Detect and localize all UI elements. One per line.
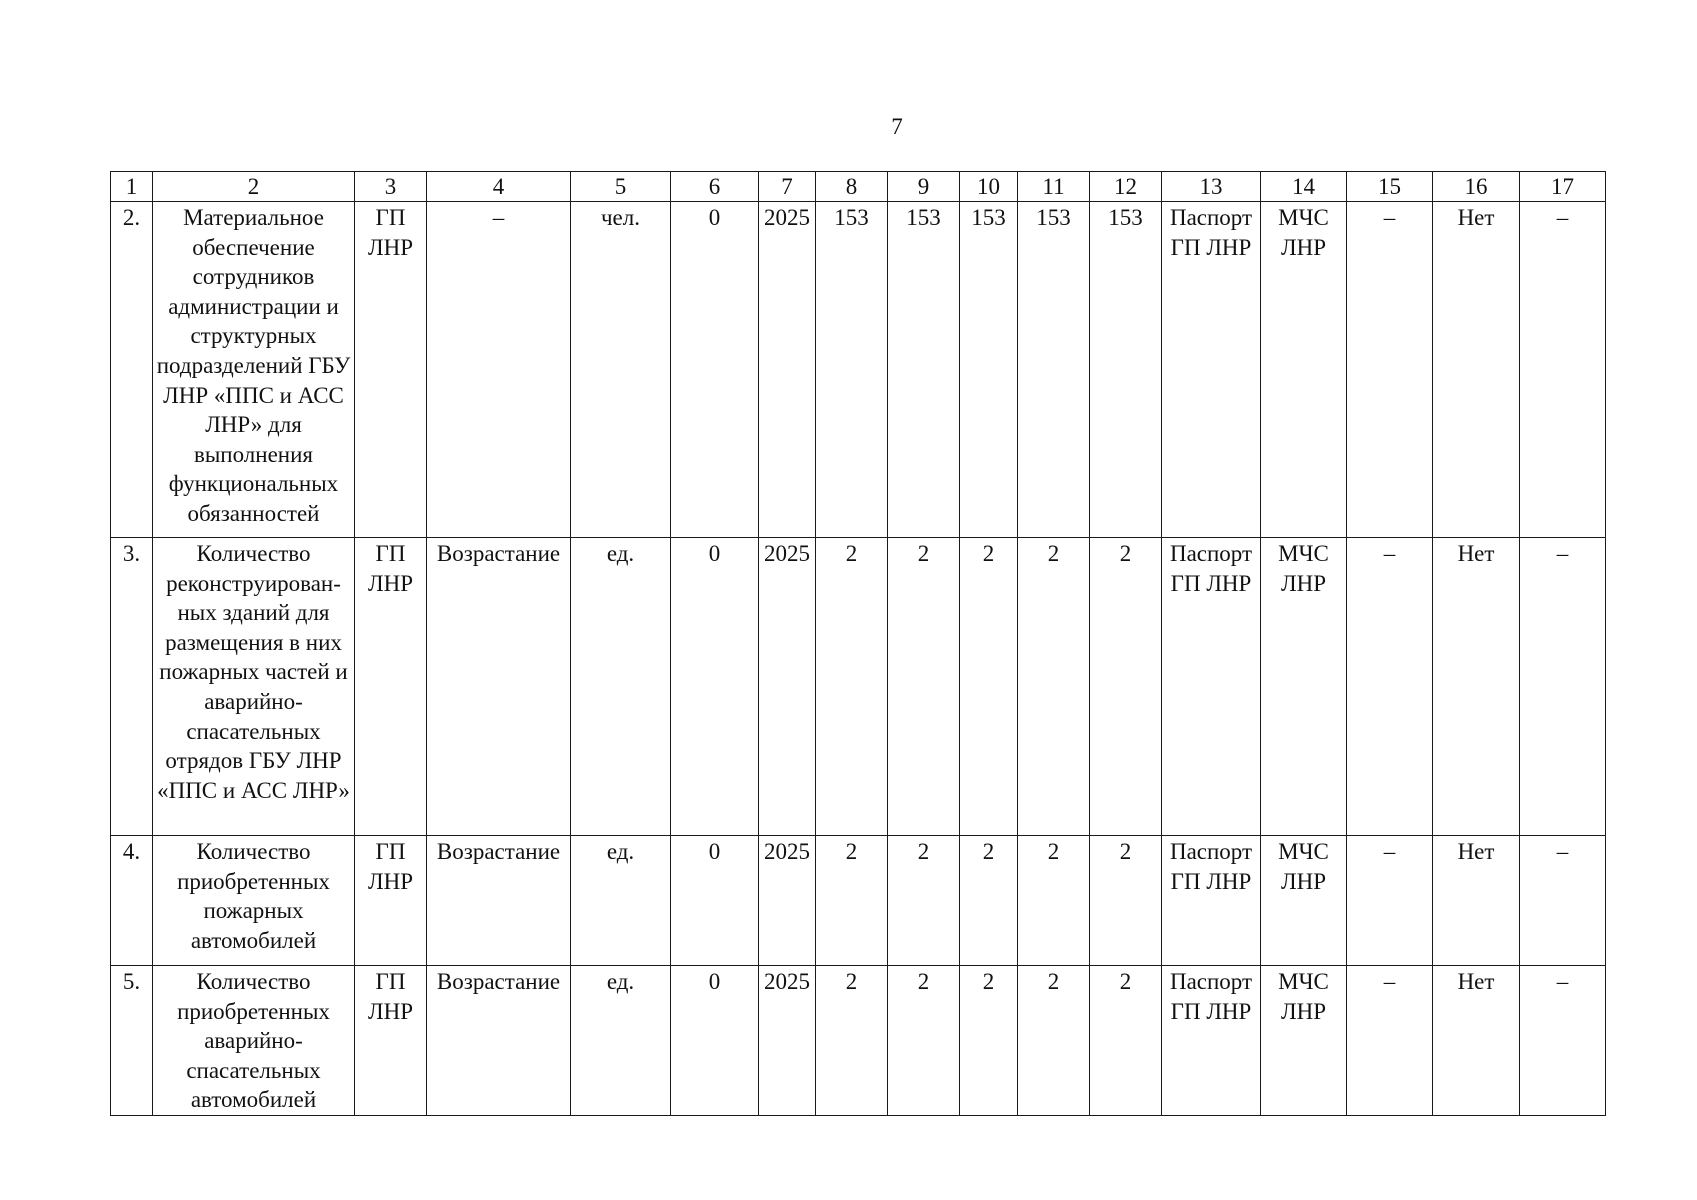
value-col-8: 2 [816,836,888,966]
indicator-direction: – [427,202,571,538]
row-number: 5. [111,966,153,1116]
value-col-9: 2 [888,538,960,836]
value-col-12: 153 [1090,202,1162,538]
page-number: 7 [891,114,903,139]
indicator-unit: ед. [571,836,671,966]
indicator-level: ГП ЛНР [355,202,427,538]
header-cell: 12 [1090,172,1162,202]
table-row [111,202,1606,538]
header-cell: 3 [355,172,427,202]
value-col-10: 2 [960,966,1018,1116]
table-row [111,836,1606,966]
value-col-12: 2 [1090,836,1162,966]
responsible-body: МЧС ЛНР [1261,538,1347,836]
value-col-10: 2 [960,538,1018,836]
header-cell: 7 [759,172,816,202]
value-col-8: 2 [816,966,888,1116]
col-17-value: – [1520,202,1606,538]
base-value: 0 [671,538,759,836]
col-17-value: – [1520,836,1606,966]
header-cell: 1 [111,172,153,202]
base-year: 2025 [759,966,816,1116]
row-number: 3. [111,538,153,836]
col-16-value: Нет [1433,966,1520,1116]
responsible-body: МЧС ЛНР [1261,966,1347,1116]
responsible-body: МЧС ЛНР [1261,836,1347,966]
base-year: 2025 [759,202,816,538]
value-col-9: 2 [888,966,960,1116]
indicator-level: ГП ЛНР [355,538,427,836]
indicator-unit: ед. [571,966,671,1116]
table-row [111,538,1606,836]
header-cell: 16 [1433,172,1520,202]
col-17-value: – [1520,966,1606,1116]
col-17-value: – [1520,538,1606,836]
base-value: 0 [671,202,759,538]
value-col-11: 2 [1018,966,1090,1116]
value-col-10: 2 [960,836,1018,966]
value-col-9: 2 [888,836,960,966]
table-row [111,966,1606,1116]
base-value: 0 [671,836,759,966]
header-cell: 8 [816,172,888,202]
indicator-name: Материальное обеспечение сотрудников администрации и структурных подразделений ГБУ ЛНР «ППС и АСС ЛНР» для выполнения функциональных обязанностей [153,202,355,538]
col-16-value: Нет [1433,836,1520,966]
value-col-11: 153 [1018,202,1090,538]
source-document: Паспорт ГП ЛНР [1162,836,1261,966]
value-col-11: 2 [1018,836,1090,966]
col-15-value: – [1347,836,1433,966]
indicator-level: ГП ЛНР [355,836,427,966]
indicator-direction: Возрастание [427,966,571,1116]
header-cell: 9 [888,172,960,202]
value-col-9: 153 [888,202,960,538]
header-cell: 14 [1261,172,1347,202]
header-cell: 13 [1162,172,1261,202]
row-number: 2. [111,202,153,538]
base-year: 2025 [759,538,816,836]
col-15-value: – [1347,202,1433,538]
col-16-value: Нет [1433,538,1520,836]
source-document: Паспорт ГП ЛНР [1162,538,1261,836]
value-col-8: 2 [816,538,888,836]
base-value: 0 [671,966,759,1116]
header-row [111,172,1606,202]
source-document: Паспорт ГП ЛНР [1162,966,1261,1116]
source-document: Паспорт ГП ЛНР [1162,202,1261,538]
responsible-body: МЧС ЛНР [1261,202,1347,538]
indicator-direction: Возрастание [427,836,571,966]
indicator-level: ГП ЛНР [355,966,427,1116]
col-15-value: – [1347,538,1433,836]
indicators-table [110,171,1606,1116]
indicator-unit: чел. [571,202,671,538]
indicator-direction: Возрастание [427,538,571,836]
header-cell: 4 [427,172,571,202]
header-cell: 11 [1018,172,1090,202]
header-cell: 5 [571,172,671,202]
value-col-10: 153 [960,202,1018,538]
value-col-12: 2 [1090,538,1162,836]
header-cell: 2 [153,172,355,202]
indicator-name: Количество реконструирован-ных зданий для размещения в них пожарных частей и аварийно-спасательных отрядов ГБУ ЛНР «ППС и АСС ЛНР» [153,538,355,836]
row-number: 4. [111,836,153,966]
col-16-value: Нет [1433,202,1520,538]
indicator-name: Количество приобретенных пожарных автомобилей [153,836,355,966]
header-cell: 17 [1520,172,1606,202]
header-cell: 10 [960,172,1018,202]
header-cell: 6 [671,172,759,202]
header-cell: 15 [1347,172,1433,202]
indicator-name: Количество приобретенных аварийно-спасательных автомобилей [153,966,355,1116]
indicator-unit: ед. [571,538,671,836]
col-15-value: – [1347,966,1433,1116]
base-year: 2025 [759,836,816,966]
value-col-12: 2 [1090,966,1162,1116]
value-col-11: 2 [1018,538,1090,836]
value-col-8: 153 [816,202,888,538]
